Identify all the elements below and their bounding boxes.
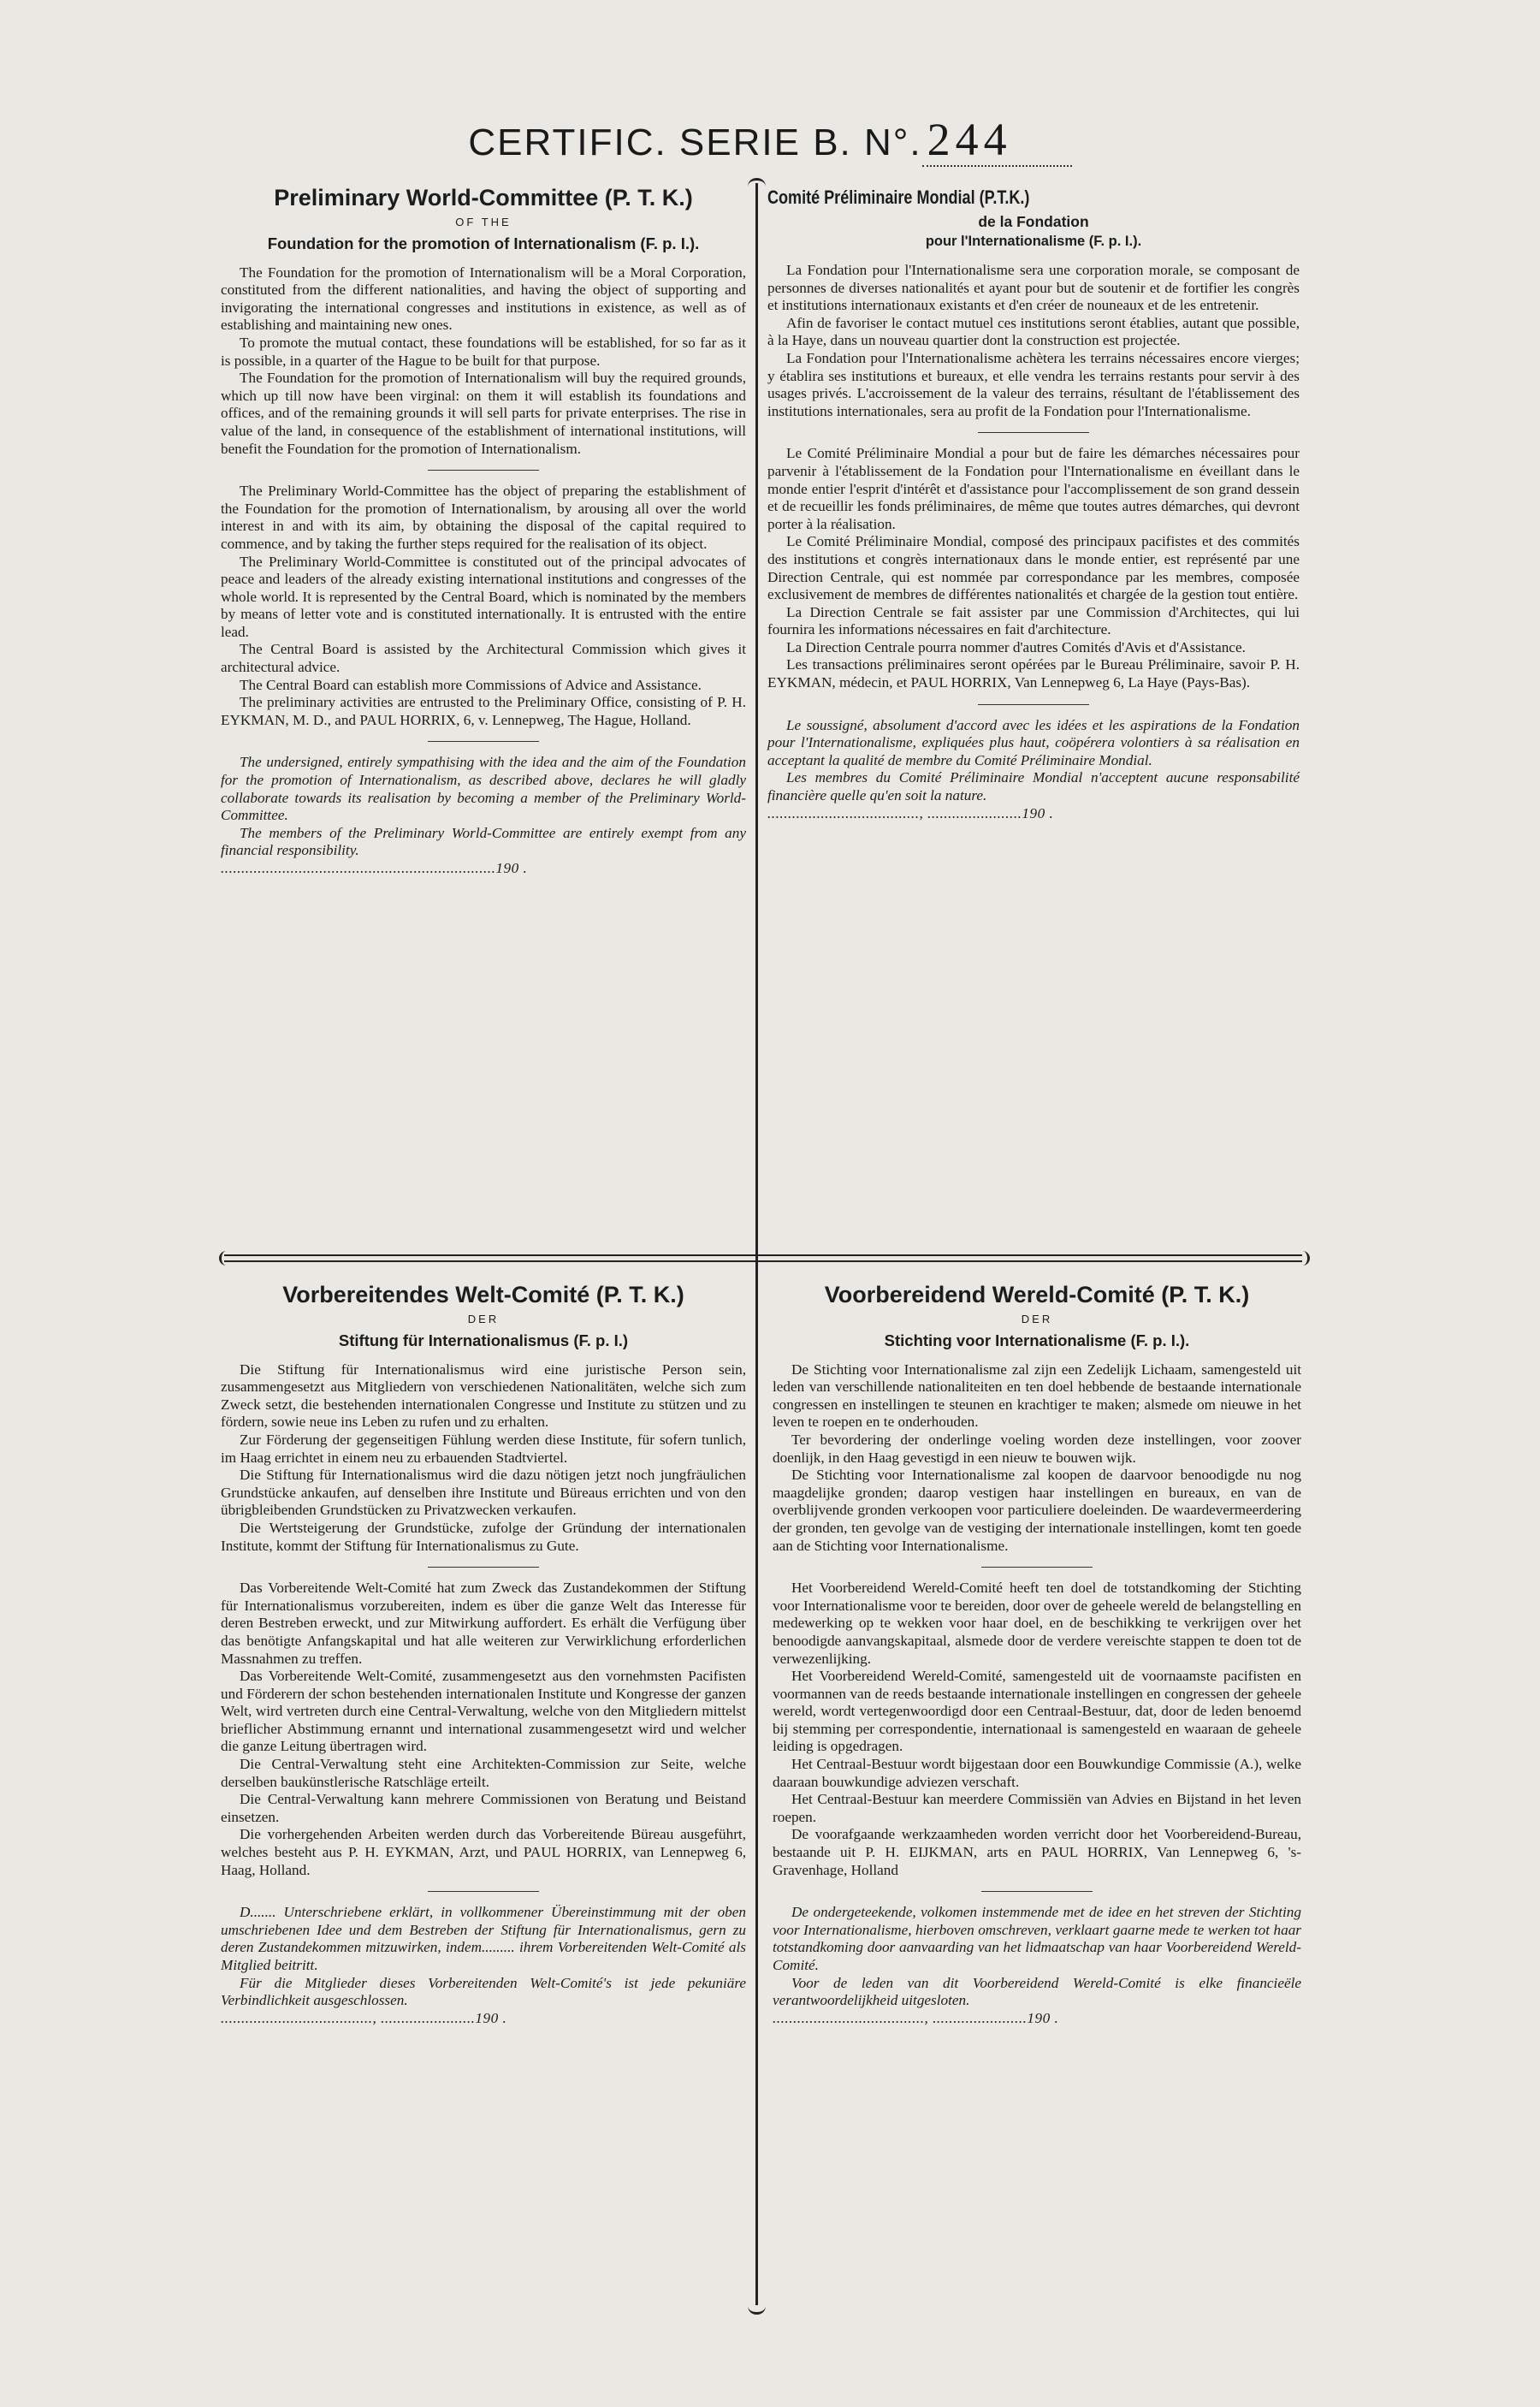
certificate-label: CERTIFIC. SERIE B. N°. <box>468 122 922 163</box>
dutch-paragraph: Het Voorbereidend Wereld-Comité, samengesteld uit de voornaamste pacifisten en voormannen van de reeds bestaande internationale instellingen en congressen der geheele wereld, wordt vertegenwoordigd door een Centraal-Bestuur, dat, door de leden benoemd bij stemming per correspondentie, internationaal is samengesteld en waaraan de geheele leiding is opgedragen. <box>773 1668 1301 1755</box>
dutch-declaration: De ondergeteekende, volkomen instemmende met de idee en het streven der Stichting voor Internationalisme, hierboven omschreven, verklaart gaarne mede te werken tot haar totstandkoming door aanvaarding van het lidmaatschap van haar Voorbereidend Wereld-Comité. <box>773 1904 1301 1973</box>
german-paragraph: Das Vorbereitende Welt-Comité hat zum Zweck das Zustandekommen der Stiftung für Internationalismus vorzubereiten, indem es über die ganze Welt das Interesse für deren Bestreben erweckt, und zur Mitwirkung auffordert. Es erhält die Verfügung über das benötigte Anfangskapital und hat alle weiteren zur Verwirklichung erforderlichen Massnahmen zu treffen. <box>221 1580 746 1667</box>
french-paragraph: La Direction Centrale pourra nommer d'autres Comités d'Avis et d'Assistance. <box>786 638 1246 655</box>
german-paragraph: Zur Förderung der gegenseitigen Fühlung werden diese Institute, für sofern tunlich, im Haag errichtet in einem neu zu erbauenden Stadtviertel. <box>221 1431 746 1466</box>
section-separator <box>428 1891 539 1892</box>
dutch-title: Voorbereidend Wereld-Comité (P. T. K.) <box>824 1282 1250 1307</box>
section-separator <box>981 1891 1093 1892</box>
english-title: Preliminary World-Committee (P. T. K.) <box>274 185 693 210</box>
dutch-of-label: DER <box>1021 1313 1053 1325</box>
english-paragraph: The preliminary activities are entrusted to the Preliminary Office, consisting of P. H. EYKMAN, M. D., and PAUL HORRIX, 6, v. Lennepweg, The Hague, Holland. <box>221 694 746 728</box>
french-paragraph: La Direction Centrale se fait assister par une Commission d'Architectes, qui lui fournira les informations nécessaires en fait d'architecture. <box>767 603 1300 638</box>
french-subtitle: pour l'Internationalisme (F. p. I.). <box>925 234 1142 249</box>
german-paragraph: Die vorhergehenden Arbeiten werden durch das Vorbereitende Büreau ausgeführt, welches besteht aus P. H. EYKMAN, Arzt, und PAUL HORRIX, van Lennepweg 6, Haag, Holland. <box>221 1826 746 1878</box>
german-paragraph: Die Wertsteigerung der Grundstücke, zufolge der Gründung der internationalen Institute, kommt der Stiftung für Internationalismus zu Gute. <box>221 1519 746 1554</box>
english-section <box>221 183 746 878</box>
english-paragraph: The Foundation for the promotion of Internationalism will buy the required grounds, which up till now have been virginal: on them it will establish its foundations and offices, and of the remaining grounds it will sell parts for private enterprises. The rise in value of the land, in consequence of the establishment of international institutions, will benefit the Foundation for the promotion of Internationalism. <box>221 370 746 457</box>
english-paragraph: The Preliminary World-Committee has the object of preparing the establishment of the Foundation for the promotion of Internationalism, by arousing all over the world interest in and with its aim, by obtaining the disposal of the capital required to commence, and by taking the further steps required for the realisation of its object. <box>221 483 746 552</box>
section-separator <box>428 741 539 742</box>
dutch-paragraph: Het Centraal-Bestuur wordt bijgestaan door een Bouwkundige Commissie (A.), welke daaraan bouwkundige adviezen verschaft. <box>773 1756 1301 1790</box>
german-of-label: DER <box>467 1313 500 1325</box>
french-signature-line: ....................................., .......................190 . <box>767 804 1054 821</box>
dutch-paragraph: De Stichting voor Internationalisme zal koopen de daarvoor benoodigde nu nog maagdelijke gronden; daarop vestigen haar instellingen en bureaux, en van de overblijvende gronden verkoopen voor particuliere doeleinden. De waardevermeerdering der gronden, ten gevolge van de vestiging der internationale instellingen, komt ten goede aan de Stichting voor Internationalisme. <box>773 1467 1301 1554</box>
english-paragraph: To promote the mutual contact, these foundations will be established, for so far as it is possible, in a quarter of the Hague to be built for that purpose. <box>221 334 746 369</box>
dutch-subtitle: Stichting voor Internationalisme (F. p. I.). <box>884 1331 1190 1349</box>
german-subtitle: Stiftung für Internationalismus (F. p. I.) <box>338 1331 629 1349</box>
vertical-divider <box>755 183 758 2305</box>
french-paragraph: Le Comité Préliminaire Mondial a pour but de faire les démarches nécessaires pour parvenir à l'établissement de la Fondation pour l'Internationalisme en éveillant dans le monde entier l'esprit d'intérêt et d'assistance pour l'accomplissement de son grand dessein et de recueillir les fonds préliminaires, de même que toutes autres démarches, qui devront porter à la réalisation. <box>767 445 1300 532</box>
certificate-header <box>0 113 1540 166</box>
german-paragraph: Die Central-Verwaltung steht eine Architekten-Commission zur Seite, welche derselben baukünstlerische Ratschläge erteilt. <box>221 1756 746 1790</box>
dutch-signature-line: ....................................., .......................190 . <box>773 2009 1059 2026</box>
english-declaration: The undersigned, entirely sympathising with the idea and the aim of the Foundation for the promotion of Internationalism, as described above, declares he will gladly collaborate towards its realisation by becoming a member of the Preliminary World-Committee. <box>221 754 746 824</box>
german-declaration: Für die Mitglieder dieses Vorbereitenden Welt-Comité's ist jede pekuniäre Verbindlichkeit ausgeschlossen. <box>221 1974 746 2009</box>
dutch-paragraph: Het Voorbereidend Wereld-Comité heeft ten doel de totstandkoming der Stichting voor Internationalisme voor te bereiden, door over de geheele wereld de belangstelling en medewerking op te wekken voor haar doel, en de beschikking te verkrijgen over het benoodigde aanvangskapitaal, alsmede door de verdere vereischte stappen te doen tot de verwezenlijking. <box>773 1580 1301 1667</box>
german-paragraph: Das Vorbereitende Welt-Comité, zusammengesetzt aus den vornehmsten Pacifisten und Förderern der schon bestehenden internationalen Institute und Kongresse der ganzen Welt, wird vertreten durch eine Central-Verwaltung, welche von den Mitgliedern mittelst brieflicher Abstimmung ernannt und international zusammengesetzt wird und welcher die ganze Leitung übertragen wird. <box>221 1668 746 1755</box>
english-declaration: The members of the Preliminary World-Committee are entirely exempt from any financial responsibility. <box>221 824 746 859</box>
french-paragraph: Les transactions préliminaires seront opérées par le Bureau Préliminaire, savoir P. H. EYKMAN, médecin, et PAUL HORRIX, Van Lennepweg 6, La Haye (Pays-Bas). <box>767 656 1300 691</box>
french-of-label: de la Fondation <box>978 213 1089 230</box>
divider-cap-bottom <box>748 2302 766 2315</box>
french-paragraph: Le Comité Préliminaire Mondial, composé des principaux pacifistes et des commités des institutions et congrès internationaux dans le monde entier, est représenté par une Direction Centrale, qui est nommée par correspondance par les membres, composée exclusivement de membres de différentes nationalités et chargée de la gestion tout entière. <box>767 533 1300 603</box>
german-signature-line: ....................................., .......................190 . <box>221 2009 507 2026</box>
french-paragraph: Afin de favoriser le contact mutuel ces institutions seront établies, autant que possible, à la Haye, dans un nouveau quartier dont la construction est projectée. <box>767 314 1300 349</box>
section-separator <box>978 432 1089 433</box>
section-separator <box>981 1567 1093 1568</box>
german-paragraph: Die Stiftung für Internationalismus wird die dazu nötigen jetzt noch jungfräulichen Grundstücke ankaufen, auf denselben ihre Institute und Büreaus errichten und von den übrigbleibenden Grundstücken zu Privatzwecken verkaufen. <box>221 1467 746 1519</box>
dutch-declaration: Voor de leden van dit Voorbereidend Wereld-Comité is elke financieële verantwoordelijkheid uitgesloten. <box>773 1974 1301 2009</box>
german-paragraph: Die Stiftung für Internationalismus wird eine juristische Person sein, zusammengesetzt aus Mitgliedern von verschiedenen Nationalitäten, welche sich zum Zweck setzt, die bestehenden internationalen Congresse und Institute zu stützen und zu fördern, sowie neue ins Leben zu rufen und zu erhalten. <box>221 1361 746 1431</box>
french-title: Comité Préliminaire Mondial (P.T.K.) <box>767 187 1030 208</box>
dutch-paragraph: De Stichting voor Internationalisme zal zijn een Zedelijk Lichaam, samengesteld uit leden van verschillende nationaliteiten en ten doel hebbende de bestaande internationale congressen en instellingen te steunen en krachtiger te maken; alsmede om nieuwe in het leven te roepen en te onderhouden. <box>773 1361 1301 1431</box>
section-separator <box>978 704 1089 705</box>
dutch-section <box>773 1280 1301 2027</box>
horizontal-divider <box>224 1254 1302 1262</box>
english-paragraph: The Preliminary World-Committee is constituted out of the principal advocates of peace and leaders of the already existing international institutions and congresses of the whole world. It is represented by the Central Board, which is nominated by the members by means of letter vote and is constituted internationally. It is entrusted with the entire lead. <box>221 553 746 640</box>
german-declaration: D....... Unterschriebene erklärt, in vollkommener Übereinstimmung mit der oben umschriebenen Idee und dem Bestreben der Stiftung für Internationalismus, gern zu deren Zustandekommen mitzuwirken, indem......... ihrem Vorbereitenden Welt-Comité als Mitglied beitritt. <box>221 1904 746 1973</box>
english-paragraph: The Foundation for the promotion of Internationalism will be a Moral Corporation, constituted from the different nationalities, and having the object of supporting and invigorating the international congresses and institutions in existence, as well as of establishing and maintaining new ones. <box>221 264 746 334</box>
section-separator <box>428 1567 539 1568</box>
french-paragraph: La Fondation pour l'Internationalisme achètera les terrains nécessaires encore vierges; y établira ses institutions et bureaux, et elle vendra les terrains restants pour servir à des usages privés. L'accroissement de la valeur des terrains, résultant de l'établissement des institutions internationales, sera au profit de la Fondation pour l'Internationalisme. <box>767 349 1300 419</box>
english-paragraph: The Central Board can establish more Commissions of Advice and Assistance. <box>240 676 702 693</box>
english-signature-line: ...................................................................190 . <box>221 860 528 876</box>
english-paragraph: The Central Board is assisted by the Architectural Commission which gives it architectural advice. <box>221 641 746 676</box>
english-subtitle: Foundation for the promotion of Internationalism (F. p. I.). <box>267 234 700 252</box>
german-title: Vorbereitendes Welt-Comité (P. T. K.) <box>282 1282 684 1307</box>
french-paragraph: La Fondation pour l'Internationalisme sera une corporation morale, se composant de personnes de diverses nationalités et ayant pour but de soutenir et de fortifier les congrès et institutions internationaux existants et d'en créer de nouneaux et de les entretenir. <box>767 262 1300 314</box>
dutch-paragraph: Ter bevordering der onderlinge voeling worden deze instellingen, voor zoover doenlijk, in den Haag gevestigd in een nieuw te bouwen wijk. <box>773 1431 1301 1466</box>
divider-cap-right <box>1297 1251 1310 1266</box>
english-of-label: OF THE <box>455 216 512 228</box>
section-separator <box>428 470 539 471</box>
french-declaration: Les membres du Comité Préliminaire Mondial n'acceptent aucune responsabilité financière quelle qu'en soit la nature. <box>767 769 1300 804</box>
dutch-paragraph: Het Centraal-Bestuur kan meerdere Commissiën van Advies en Bijstand in het leven roepen. <box>773 1791 1301 1825</box>
french-declaration: Le soussigné, absolument d'accord avec les idées et les aspirations de la Fondation pour l'Internationalisme, expliquées plus haut, coöpérera volontiers à sa réalisation en acceptant la qualité de membre du Comité Préliminaire Mondial. <box>767 716 1300 768</box>
dutch-paragraph: De voorafgaande werkzaamheden worden verricht door het Voorbereidend-Bureau, bestaande uit P. H. EIJKMAN, arts en PAUL HORRIX, Van Lennepweg 6, 's-Gravenhage, Holland <box>773 1826 1301 1878</box>
certificate-number: 244 <box>922 114 1072 167</box>
german-section <box>221 1280 746 2027</box>
french-section <box>767 183 1300 822</box>
german-paragraph: Die Central-Verwaltung kann mehrere Commissionen von Beratung und Beistand einsetzen. <box>221 1791 746 1825</box>
